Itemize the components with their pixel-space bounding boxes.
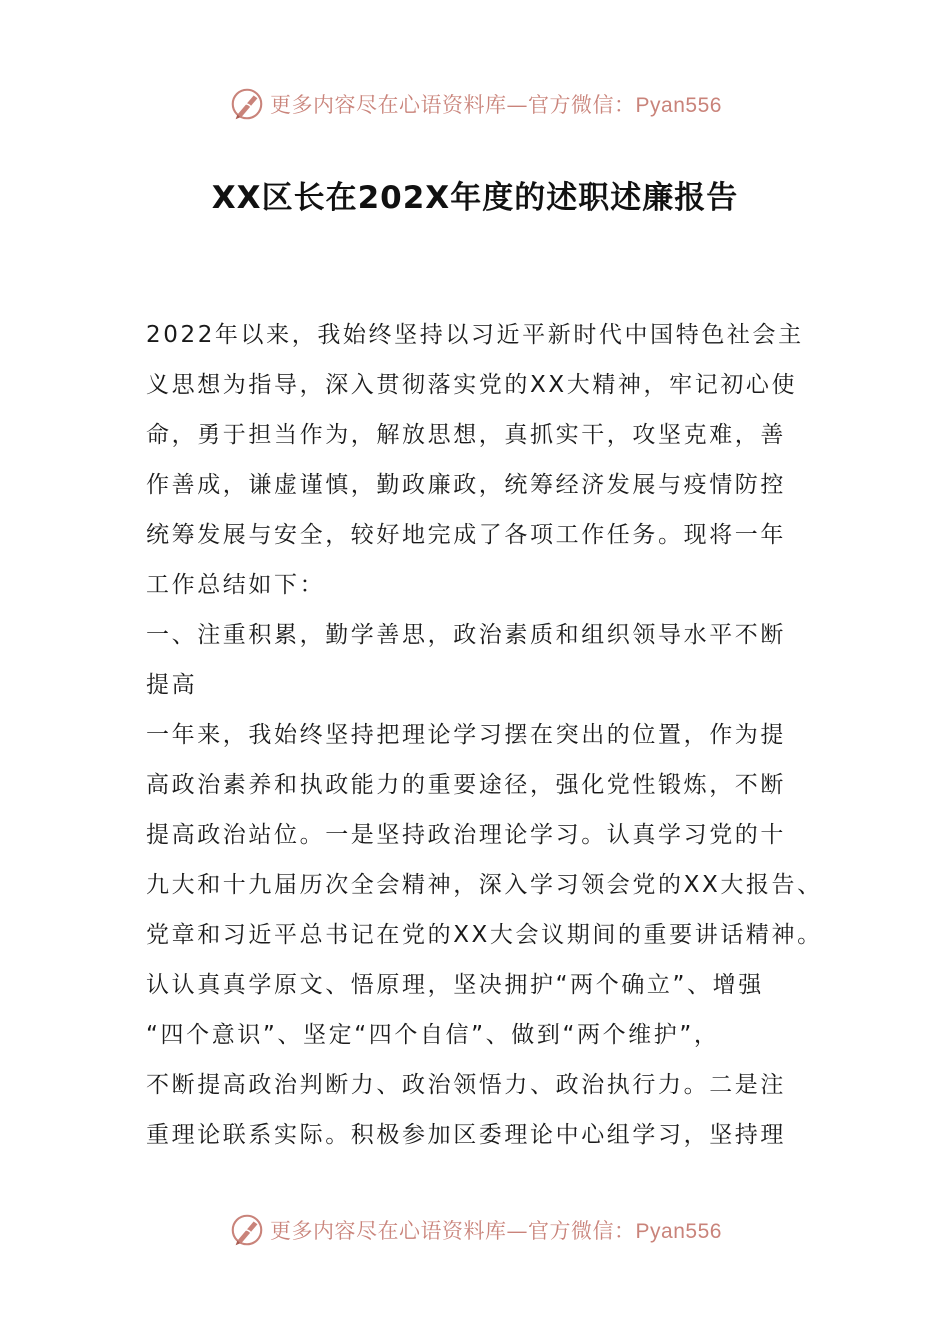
body-line: 义思想为指导，深入贯彻落实党的XX大精神，牢记初心使 [146,372,798,398]
banner-text: 更多内容尽在心语资料库—官方微信：Pyan556 [270,93,722,117]
body-line: 重理论联系实际。积极参加区委理论中心组学习，坚持理 [146,1122,786,1148]
body-line: 统筹发展与安全，较好地完成了各项工作任务。现将一年 [146,522,786,548]
body-line: 九大和十九届历次全会精神，深入学习领会党的XX大报告、 [146,872,823,898]
body-line: 2022年以来，我始终坚持以习近平新时代中国特色社会主 [146,322,804,348]
body-line: 作善成，谦虚谨慎，勤政廉政，统筹经济发展与疫情防控 [146,472,786,498]
body-line: 不断提高政治判断力、政治领悟力、政治执行力。二是注 [146,1072,786,1098]
body-line: 命，勇于担当作为，解放思想，真抓实干，攻坚克难，善 [146,422,786,448]
section-heading-line: 提高 [146,672,198,698]
footer-watermark-banner [0,1208,950,1252]
body-line: 工作总结如下： [146,572,326,598]
banner-handle: Pyan556 [635,94,722,117]
banner-handle: Pyan556 [635,1220,722,1243]
document-title: XX区长在202X年度的述职述廉报告 [211,180,739,216]
body-line: 高政治素养和执政能力的重要途径，强化党性锻炼，不断 [146,772,786,798]
section-heading-line: 一、注重积累，勤学善思，政治素质和组织领导水平不断 [146,622,786,648]
banner-text: 更多内容尽在心语资料库—官方微信：Pyan556 [270,1219,722,1243]
body-line: 党章和习近平总书记在党的XX大会议期间的重要讲话精神。 [146,922,823,948]
body-line: 认认真真学原文、悟原理，坚决拥护“两个确立”、增强 [146,972,764,998]
document-body [146,310,823,1160]
body-line: 一年来，我始终坚持把理论学习摆在突出的位置，作为提 [146,722,786,748]
header-watermark-banner [0,82,950,126]
body-line: 提高政治站位。一是坚持政治理论学习。认真学习党的十 [146,822,786,848]
pen-logo-icon [228,1211,266,1249]
body-line: “四个意识”、坚定“四个自信”、做到“两个维护”， [146,1022,720,1048]
pen-logo-icon [228,85,266,123]
